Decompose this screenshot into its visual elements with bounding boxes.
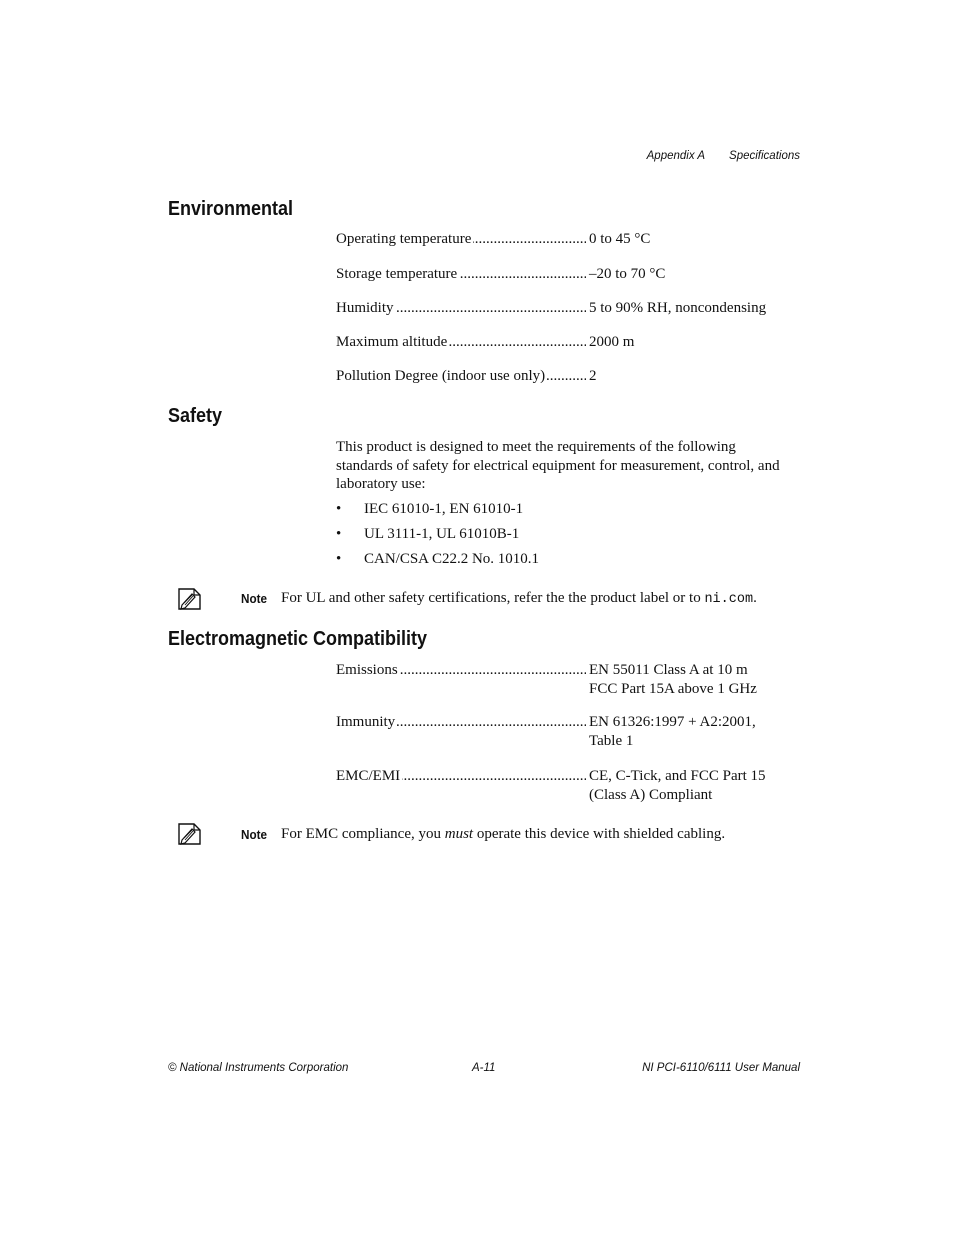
spec-row-humidity [336,299,806,318]
emc-note-text [281,826,725,843]
spec-value: Table 1 [589,732,634,749]
spec-value: 2 [589,368,597,384]
spec-value: EN 55011 Class A at 10 m [589,662,748,678]
note-pencil-icon [176,586,204,612]
running-header [647,150,800,162]
note-pencil-icon [176,821,204,847]
ni-com-link[interactable]: ni.com [704,592,754,607]
spec-value: CE, C-Tick, and FCC Part 15 [589,768,766,784]
environmental-heading: Environmental [168,198,294,220]
spec-row-emc-emi [336,767,806,804]
spec-row-storage-temperature [336,265,806,284]
note-text-part: For EMC compliance, you [281,826,445,842]
header-chapter: Specifications [729,150,800,162]
spec-row-pollution-degree [336,367,806,386]
spec-value: EN 61326:1997 + A2:2001, [589,714,756,730]
note-text-part: . [753,590,757,606]
bullet-text: CAN/CSA C22.2 No. 1010.1 [364,551,540,567]
safety-intro: This product is designed to meet the requirements of the following standards of safety for electrical equipment for measurement, control, and laboratory use: [336,439,780,492]
spec-label: Pollution Degree (indoor use only) [336,368,546,384]
header-appendix: Appendix A [646,150,706,162]
spec-row-immunity [336,713,806,750]
safety-heading: Safety [168,405,223,427]
list-item: • UL 3111-1, UL 61010B-1 [336,526,520,542]
note-text-part: For UL and other safety certifications, refer the the product label or to [281,590,705,606]
list-item: • CAN/CSA C22.2 No. 1010.1 [336,551,540,567]
spec-value: –20 to 70 °C [589,266,666,282]
spec-row-operating-temperature [336,230,806,249]
emc-heading: Electromagnetic Compatibility [168,628,428,650]
spec-row-emissions [336,661,806,698]
note-text-part: operate this device with shielded cabling. [473,826,726,842]
spec-value: 5 to 90% RH, noncondensing [589,300,767,316]
note-label: Note [241,827,268,842]
spec-label: Emissions [336,662,398,678]
spec-label: Immunity [336,714,396,730]
spec-label: Maximum altitude [336,334,448,350]
footer-manual-title: NI PCI-6110/6111 User Manual [642,1062,800,1074]
spec-label: Storage temperature [336,266,458,282]
spec-value: (Class A) Compliant [589,786,713,803]
note-label: Note [241,591,268,606]
footer-page-number: A-11 [472,1062,496,1074]
bullet-text: UL 3111-1, UL 61010B-1 [364,526,520,542]
spec-label: Humidity [336,300,394,316]
footer-copyright: © National Instruments Corporation [168,1062,349,1074]
list-item: • IEC 61010-1, EN 61010-1 [336,501,524,517]
spec-value: FCC Part 15A above 1 GHz [589,680,757,697]
spec-label: EMC/EMI [336,768,401,784]
spec-value: 2000 m [589,334,635,350]
safety-note-text [281,590,757,607]
spec-label: Operating temperature [336,231,472,247]
spec-value: 0 to 45 °C [589,231,651,247]
spec-row-maximum-altitude [336,333,806,352]
note-emphasis: must [444,826,474,842]
bullet-text: IEC 61010-1, EN 61010-1 [364,501,524,517]
